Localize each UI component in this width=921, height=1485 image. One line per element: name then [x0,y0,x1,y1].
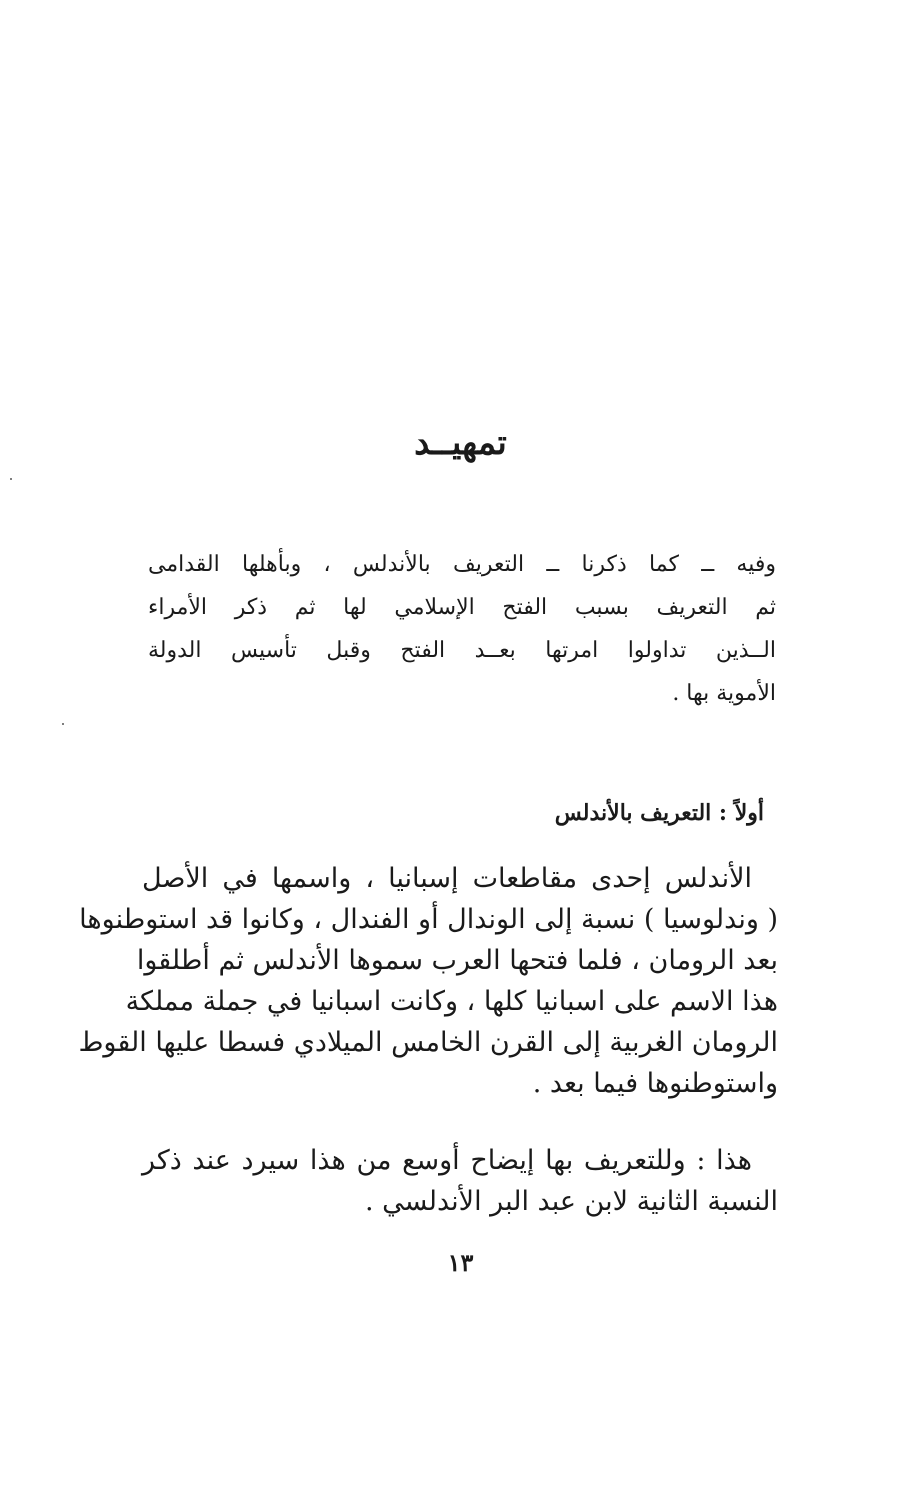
paragraph-line: الرومان الغربية إلى القرن الخامس الميلادي فسطا عليها القوط [78,1027,778,1058]
paragraph-line: واستوطنوها فيما بعد . [532,1068,778,1099]
intro-line: الــذين تداولوا امرتها بعــد الفتح وقبل تأسيس الدولة [148,638,776,663]
scan-speck [62,723,64,725]
page-number: ١٣ [447,1248,474,1277]
section-heading: أولاً : التعريف بالأندلس [554,800,764,826]
paragraph-line: الأندلس إحدى مقاطعات إسبانيا ، واسمها في الأصل [142,863,752,894]
paragraph-line: ( وندلوسيا ) نسبة إلى الوندال أو الفندال ، وكانوا قد استوطنوها [79,904,778,935]
page-title: تمهيــد [414,423,507,463]
intro-paragraph [148,543,776,715]
body-paragraph [142,1140,778,1222]
intro-line: ثم التعريف بسبب الفتح الإسلامي لها ثم ذكر الأمراء [148,595,776,620]
intro-line: الأموية بها . [672,681,776,706]
paragraph-line: هذا : وللتعريف بها إيضاح أوسع من هذا سيرد عند ذكر [142,1145,752,1176]
paragraph-line: هذا الاسم على اسبانيا كلها ، وكانت اسبانيا في جملة مملكة [125,986,778,1017]
body-paragraph [78,858,778,1104]
paragraph-line: بعد الرومان ، فلما فتحها العرب سموها الأندلس ثم أطلقوا [136,945,778,976]
paragraph-line: النسبة الثانية لابن عبد البر الأندلسي . [365,1186,778,1217]
scan-speck [10,478,12,480]
intro-line: وفيه ــ كما ذكرنا ــ التعريف بالأندلس ، وبأهلها القدامى [148,552,776,577]
